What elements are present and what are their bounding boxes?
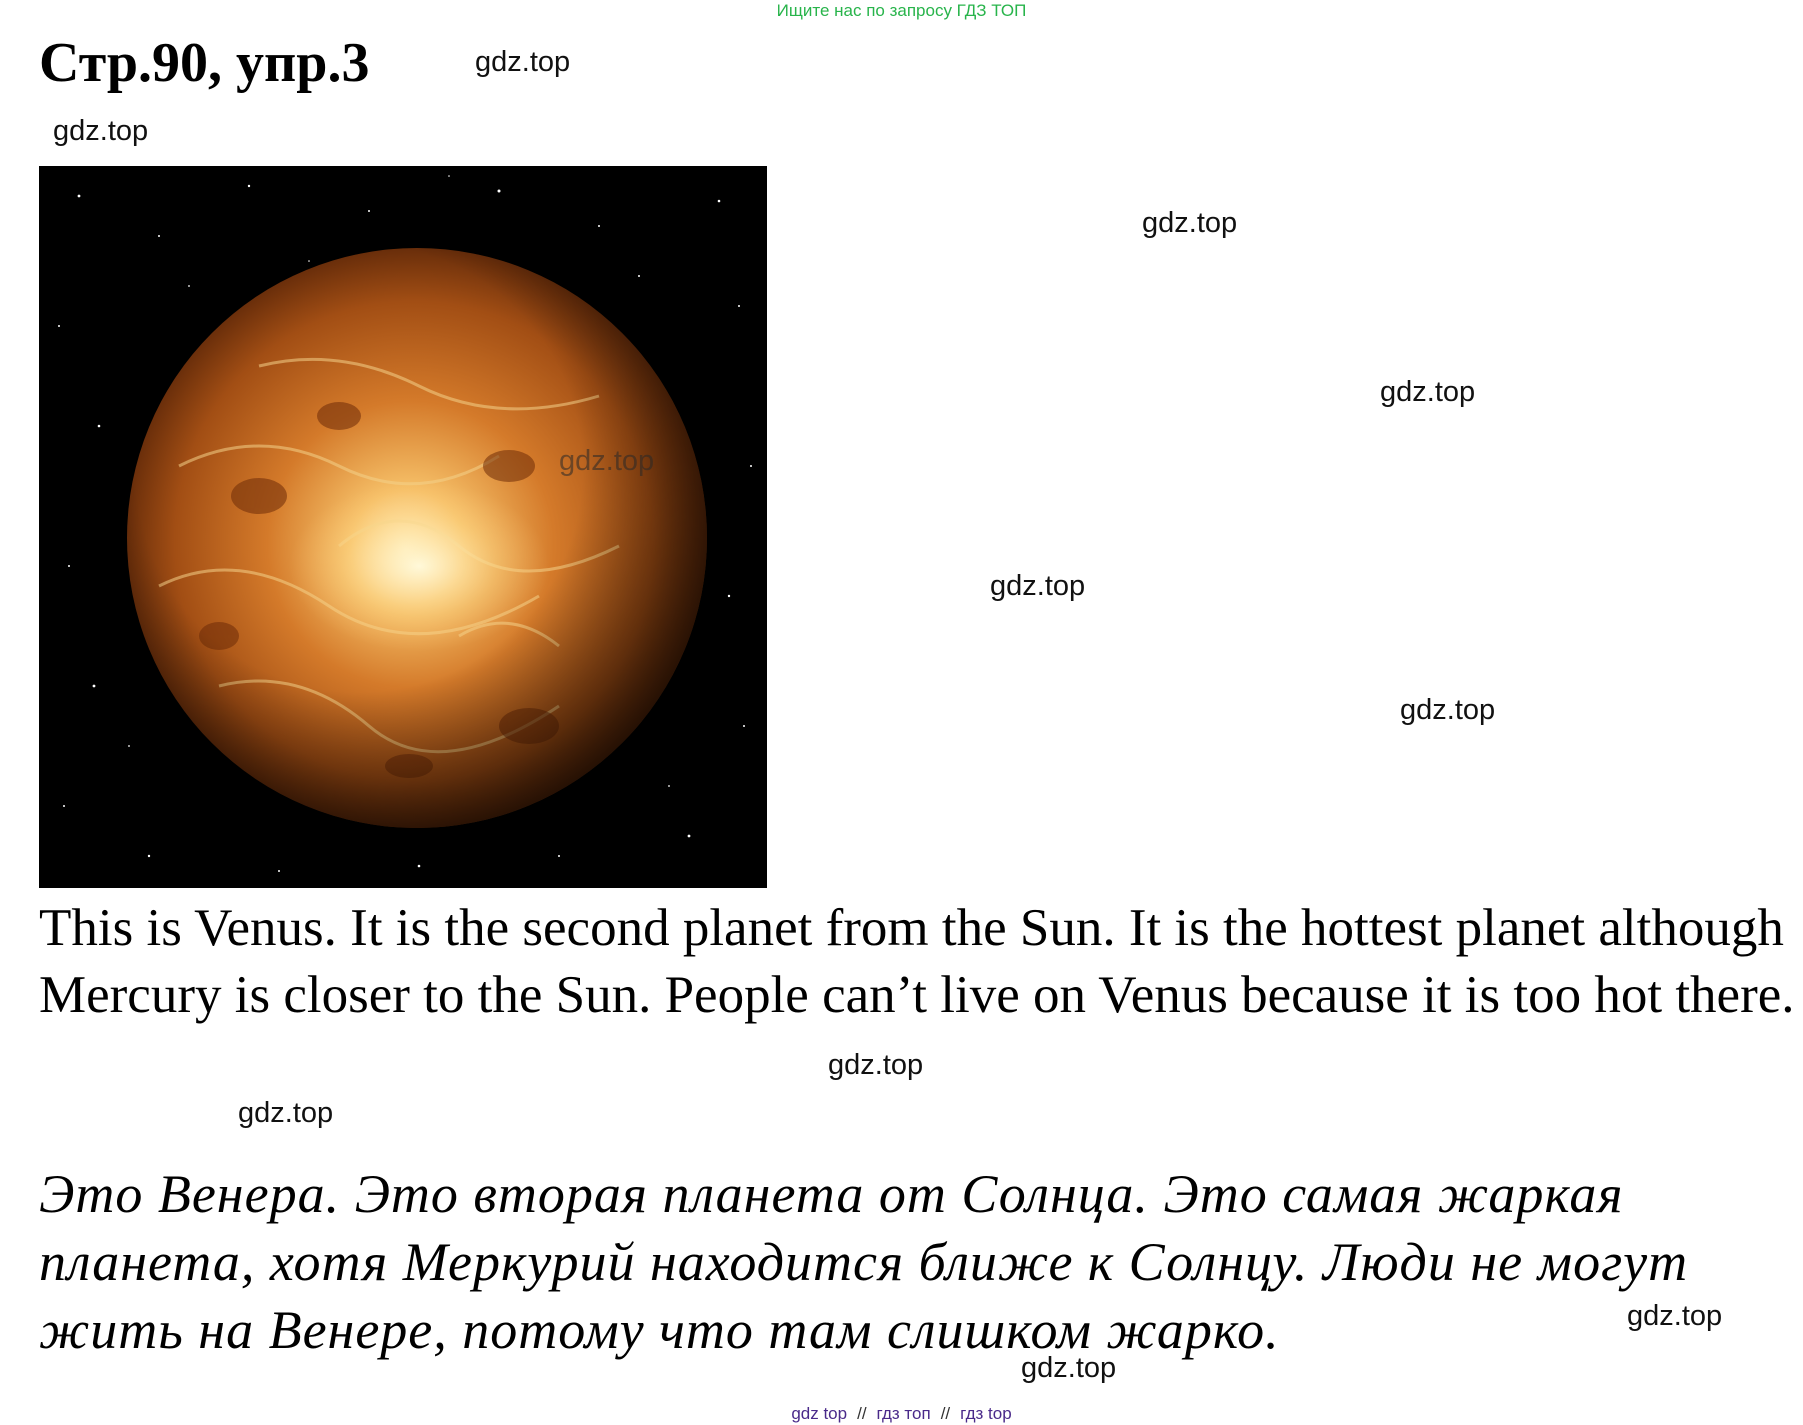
watermark: gdz.top — [1400, 694, 1496, 726]
footer-links — [0, 1403, 1803, 1425]
watermark: gdz.top — [1021, 1352, 1117, 1384]
watermark: gdz.top — [990, 570, 1086, 602]
watermark: gdz.top — [559, 445, 655, 477]
page-title: Стр.90, упр.3 — [39, 32, 370, 94]
footer-link[interactable]: гдз top — [960, 1404, 1012, 1423]
watermark: gdz.top — [475, 46, 571, 78]
watermark: gdz.top — [1380, 376, 1476, 408]
watermark: gdz.top — [238, 1097, 334, 1129]
watermark: gdz.top — [1142, 207, 1238, 239]
watermark: gdz.top — [53, 115, 149, 147]
english-paragraph: This is Venus. It is the second planet from the Sun. It is the hottest planet although Mercury is closer to the Sun. People can’t live on Venus because it is too hot there. — [39, 899, 1795, 1024]
footer-link[interactable]: гдз топ — [876, 1404, 931, 1423]
footer-separator: // — [857, 1404, 867, 1423]
watermark: gdz.top — [1627, 1300, 1723, 1332]
footer-separator: // — [940, 1404, 951, 1423]
watermark: gdz.top — [828, 1049, 924, 1081]
planet-venus-image — [39, 166, 767, 888]
top-banner: Ищите нас по запросу ГДЗ ТОП — [776, 1, 1027, 20]
russian-paragraph: Это Венера. Это вторая планета от Солнца. Это самая жаркая планета, хотя Меркурий находится ближе к Солнцу. Люди не могут жить на Венере, потому что там слишком жарко. — [39, 1164, 1689, 1360]
footer-link[interactable]: gdz top — [791, 1404, 848, 1423]
